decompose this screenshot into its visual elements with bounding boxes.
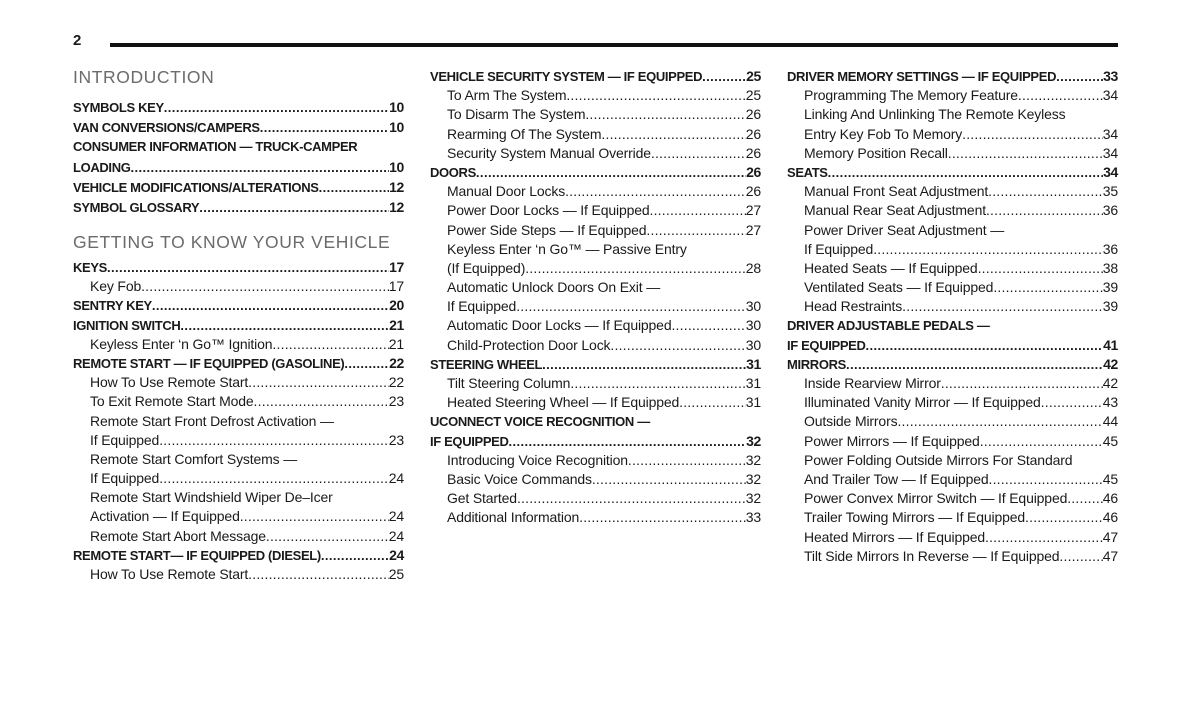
dot-leader [948,144,1103,163]
toc-subentry[interactable] [430,144,761,163]
entry-page-number: 10 [389,99,404,115]
toc-subentry[interactable] [787,451,1118,470]
dot-leader [1059,547,1102,566]
toc-subentry[interactable] [73,488,404,507]
dot-leader [1056,67,1103,86]
section-heading-introduction: INTRODUCTION [73,67,215,87]
dot-leader [570,374,745,393]
toc-subentry[interactable] [73,392,404,411]
toc-subentry[interactable] [787,144,1118,163]
dot-leader [1018,86,1103,105]
entry-page-number: 26 [745,125,761,142]
entry-page-number: 25 [745,87,761,104]
entry-page-number: 47 [1102,528,1118,545]
entry-title: To Arm The System [447,87,567,104]
entry-page-number: 30 [745,336,761,353]
entry-title: (If Equipped) [447,259,526,276]
entry-title: Power Folding Outside Mirrors For Standard [804,451,1073,468]
toc-subentry[interactable] [430,201,761,220]
entry-title: Get Started [447,490,517,507]
entry-title: IF EQUIPPED [430,433,509,449]
dot-leader [702,67,746,86]
toc-chapter-entry[interactable] [73,546,404,565]
dot-leader [141,277,389,296]
entry-page-number: 31 [745,394,761,411]
toc-subentry[interactable] [430,316,761,335]
dot-leader [980,432,1103,451]
dot-leader [180,316,389,335]
entry-title: Entry Key Fob To Memory [804,125,963,142]
entry-title: STEERING WHEEL [430,356,543,372]
entry-page-number: 32 [746,432,761,449]
dot-leader [509,432,747,451]
toc-subentry[interactable] [787,105,1118,124]
entry-title: Outside Mirrors [804,413,898,430]
header-rule [110,43,1118,47]
dot-leader [260,118,389,138]
dot-leader [159,431,389,450]
entry-title: IGNITION SWITCH [73,317,181,333]
toc-subentry[interactable] [430,240,761,259]
toc-column-1 [73,66,404,584]
entry-title: Power Side Steps — If Equipped [447,221,647,238]
dot-leader [579,508,746,527]
entry-title: How To Use Remote Start [90,374,249,391]
entry-page-number: 34 [1102,87,1118,104]
entry-title: Key Fob [90,278,142,295]
entry-title: Remote Start Front Defrost Activation — [90,412,334,429]
dot-leader [989,470,1103,489]
entry-title: SYMBOL GLOSSARY [73,200,200,215]
entry-page-number: 45 [1102,470,1118,487]
dot-leader [266,527,389,546]
entry-title: DOORS [430,164,476,180]
entry-page-number: 43 [1102,394,1118,411]
entry-page-number: 34 [1102,125,1118,142]
dot-leader [1067,489,1103,508]
dot-leader [897,412,1102,431]
entry-title: If Equipped [90,470,160,487]
entry-page-number: 25 [388,566,404,582]
entry-page-number: 36 [1102,240,1118,257]
toc-chapter-entry[interactable] [73,97,404,117]
dot-leader [650,201,746,220]
toc-chapter-entry[interactable] [73,316,404,335]
entry-page-number: 34 [1102,144,1118,161]
dot-leader [679,393,746,412]
entry-title: Keyless Enter ‘n Go™ Ignition [90,335,273,352]
toc-subentry[interactable] [430,86,761,105]
entry-title: KEYS [73,260,108,275]
entry-page-number: 32 [745,470,761,487]
entry-title: LOADING [73,160,131,175]
toc-chapter-entry[interactable] [73,137,404,157]
entry-title: IF EQUIPPED [787,337,866,353]
toc-chapter-entry[interactable] [73,157,404,177]
entry-title: VEHICLE MODIFICATIONS/ALTERATIONS [73,180,319,195]
dot-leader [542,355,746,374]
entry-title: Programming The Memory Feature [804,87,1018,104]
toc-subentry[interactable] [73,277,404,296]
toc-subentry[interactable] [787,182,1118,201]
toc-subentry[interactable] [430,125,761,144]
entry-title: SYMBOLS KEY [73,100,164,115]
dot-leader [610,336,745,355]
entry-page-number: 21 [389,316,404,333]
entry-title: Keyless Enter ‘n Go™ — Passive Entry [447,240,687,257]
toc-subentry[interactable] [430,336,761,355]
toc-chapter-entry[interactable] [73,258,404,277]
entry-title: DRIVER MEMORY SETTINGS — IF EQUIPPED [787,69,1057,84]
toc-subentry[interactable] [787,240,1118,259]
entry-page-number: 39 [1102,298,1118,315]
page-number: 2 [73,32,82,49]
entry-title: Manual Front Seat Adjustment [804,183,989,200]
entry-title: If Equipped [804,240,874,257]
entry-title: How To Use Remote Start [90,566,249,582]
entry-page-number: 21 [388,335,404,352]
entry-title: If Equipped [447,298,517,315]
entry-page-number: 17 [388,278,404,295]
toc-subentry[interactable] [430,374,761,393]
toc-chapter-entry[interactable] [73,177,404,197]
toc-subentry[interactable] [787,278,1118,297]
entry-title: Tilt Steering Column [447,375,571,391]
toc-subentry[interactable] [787,412,1118,431]
entry-page-number: 12 [389,199,404,215]
entry-page-number: 24 [388,527,404,544]
toc-list-getting-to-know [73,258,404,584]
entry-page-number: 10 [389,119,404,135]
toc-subentry[interactable] [73,431,404,450]
toc-chapter-entry[interactable] [430,355,761,374]
entry-title: Inside Rearview Mirror [804,375,941,391]
toc-subentry[interactable] [73,412,404,431]
dot-leader [993,278,1102,297]
toc-subentry[interactable] [787,86,1118,105]
toc-subentry[interactable] [430,451,761,470]
toc-subentry[interactable] [787,470,1118,489]
entry-page-number: 41 [1103,336,1118,353]
toc-subentry[interactable] [430,297,761,316]
dot-leader [962,125,1103,144]
entry-page-number: 25 [746,68,761,84]
dot-leader [988,182,1103,201]
entry-title: And Trailer Tow — If Equipped [804,470,989,487]
entry-page-number: 24 [388,470,404,487]
entry-title: Ventilated Seats — If Equipped [804,279,994,296]
entry-page-number: 35 [1102,183,1118,200]
entry-page-number: 23 [388,393,404,410]
entry-title: Automatic Unlock Doors On Exit — [447,279,661,296]
entry-title: Heated Seats — If Equipped [804,259,978,276]
entry-page-number: 31 [746,355,761,372]
entry-page-number: 22 [389,354,404,371]
toc-chapter-entry[interactable] [787,355,1118,374]
dot-leader [941,374,1103,393]
entry-title: Trailer Towing Mirrors — If Equipped [804,509,1026,526]
entry-page-number: 42 [1103,355,1118,372]
entry-title: Heated Mirrors — If Equipped [804,528,985,545]
entry-page-number: 27 [745,202,761,219]
entry-title: REMOTE START— IF EQUIPPED (DIESEL) [73,547,321,563]
entry-page-number: 28 [745,259,761,276]
toc-subentry[interactable] [787,508,1118,527]
entry-title: Introducing Voice Recognition [447,451,628,468]
entry-title: Illuminated Vanity Mirror — If Equipped [804,394,1041,411]
entry-title: Activation — If Equipped [90,508,240,525]
dot-leader [248,373,389,392]
entry-title: To Exit Remote Start Mode [90,393,254,410]
entry-title: Power Driver Seat Adjustment — [804,221,1005,238]
toc-subentry[interactable] [430,105,761,124]
entry-title: DRIVER ADJUSTABLE PEDALS — [787,318,990,334]
dot-leader [873,240,1103,259]
toc-column-2 [430,67,761,528]
entry-title: Remote Start Comfort Systems — [90,450,298,467]
toc-chapter-entry[interactable] [430,163,761,182]
dot-leader [199,198,389,218]
toc-subentry[interactable] [73,335,404,354]
toc-chapter-entry[interactable] [787,67,1118,86]
toc-subentry[interactable] [787,547,1118,566]
toc-chapter-entry[interactable] [787,316,1118,335]
toc-subentry[interactable] [787,125,1118,144]
entry-title: MIRRORS [787,356,846,372]
dot-leader [671,316,745,335]
toc-chapter-entry[interactable] [787,336,1118,355]
dot-leader [866,336,1104,355]
entry-title: Power Convex Mirror Switch — If Equipped [804,490,1068,507]
entry-title: If Equipped [90,431,160,448]
entry-title: UCONNECT VOICE RECOGNITION — [430,414,650,430]
toc-subentry[interactable] [430,221,761,240]
toc-subentry[interactable] [73,527,404,546]
dot-leader [846,355,1103,374]
toc-subentry[interactable] [73,450,404,469]
dot-leader [516,297,746,316]
entry-page-number: 10 [389,159,404,175]
toc-subentry[interactable] [787,489,1118,508]
dot-leader [159,469,389,488]
dot-leader [985,528,1103,547]
dot-leader [601,125,745,144]
dot-leader [585,105,745,124]
dot-leader [131,158,390,178]
entry-page-number: 27 [745,221,761,238]
entry-title: To Disarm The System [447,106,586,123]
dot-leader [152,296,389,315]
toc-list-column-3 [787,67,1118,566]
toc-chapter-entry[interactable] [430,432,761,451]
entry-page-number: 47 [1102,547,1118,564]
entry-page-number: 26 [745,106,761,123]
dot-leader [566,86,745,105]
toc-subentry[interactable] [787,528,1118,547]
toc-subentry[interactable] [73,507,404,526]
entry-title: Remote Start Abort Message [90,527,266,544]
toc-chapter-entry[interactable] [430,67,761,86]
dot-leader [321,546,389,565]
toc-subentry[interactable] [787,374,1118,393]
entry-page-number: 24 [389,546,404,563]
entry-page-number: 31 [745,375,761,391]
entry-title: Manual Door Locks [447,183,566,200]
entry-page-number: 36 [1102,202,1118,219]
section-heading-getting-to-know: GETTING TO KNOW YOUR VEHICLE [73,232,391,252]
toc-chapter-entry[interactable] [430,412,761,431]
entry-title: Automatic Door Locks — If Equipped [447,317,672,334]
entry-title: Rearming Of The System [447,125,602,142]
entry-title: Additional Information [447,509,580,526]
toc-subentry[interactable] [73,565,404,584]
entry-title: Heated Steering Wheel — If Equipped [447,394,680,411]
entry-title: SENTRY KEY [73,298,152,314]
toc-subentry[interactable] [787,393,1118,412]
dot-leader [107,258,389,277]
entry-page-number: 44 [1102,413,1118,430]
toc-subentry[interactable] [787,201,1118,220]
entry-page-number: 34 [1103,163,1118,180]
dot-leader [248,565,389,584]
toc-subentry[interactable] [430,470,761,489]
toc-subentry[interactable] [430,278,761,297]
toc-subentry[interactable] [787,432,1118,451]
entry-page-number: 46 [1102,490,1118,507]
toc-chapter-entry[interactable] [73,354,404,373]
entry-page-number: 33 [1103,68,1118,84]
toc-chapter-entry[interactable] [787,163,1118,182]
dot-leader [1041,393,1103,412]
entry-page-number: 30 [745,317,761,334]
toc-chapter-entry[interactable] [73,296,404,315]
entry-page-number: 23 [388,431,404,448]
toc-subentry[interactable] [430,489,761,508]
entry-title: Security System Manual Override [447,144,651,161]
entry-page-number: 32 [745,490,761,507]
toc-subentry[interactable] [430,259,761,278]
entry-title: VEHICLE SECURITY SYSTEM — IF EQUIPPED [430,69,703,84]
entry-page-number: 22 [388,374,404,391]
entry-page-number: 12 [389,179,404,195]
dot-leader [1025,508,1103,527]
entry-title: Power Mirrors — If Equipped [804,432,980,449]
entry-page-number: 46 [1102,509,1118,526]
entry-page-number: 20 [389,297,404,314]
toc-list-introduction [73,97,404,217]
entry-page-number: 32 [745,451,761,468]
dot-leader [240,507,389,526]
entry-page-number: 33 [745,509,761,526]
dot-leader [986,201,1103,220]
entry-page-number: 26 [746,163,761,180]
dot-leader [319,178,390,198]
dot-leader [628,451,746,470]
entry-title: Head Restraints [804,298,903,315]
dot-leader [476,163,746,182]
entry-title: Memory Position Recall [804,144,948,161]
entry-page-number: 30 [745,298,761,315]
entry-title: Tilt Side Mirrors In Reverse — If Equipped [804,547,1060,564]
toc-subentry[interactable] [430,182,761,201]
toc-subentry[interactable] [787,297,1118,316]
toc-subentry[interactable] [73,469,404,488]
dot-leader [565,182,746,201]
dot-leader [828,163,1103,182]
entry-title: Child-Protection Door Lock [447,336,611,353]
entry-page-number: 17 [389,259,404,275]
dot-leader [902,297,1103,316]
entry-page-number: 24 [388,508,404,525]
toc-chapter-entry[interactable] [73,117,404,137]
dot-leader [646,221,745,240]
toc-list-column-2 [430,67,761,528]
toc-chapter-entry[interactable] [73,197,404,217]
toc-subentry[interactable] [430,393,761,412]
dot-leader [254,392,389,411]
toc-subentry[interactable] [430,508,761,527]
toc-subentry[interactable] [787,221,1118,240]
toc-subentry[interactable] [787,259,1118,278]
entry-title: Linking And Unlinking The Remote Keyless [804,106,1066,123]
entry-title: Basic Voice Commands [447,470,592,487]
dot-leader [592,470,746,489]
toc-subentry[interactable] [73,373,404,392]
entry-page-number: 42 [1102,375,1118,391]
dot-leader [272,335,388,354]
dot-leader [344,354,389,373]
entry-page-number: 45 [1102,432,1118,449]
entry-page-number: 39 [1102,279,1118,296]
entry-page-number: 26 [745,144,761,161]
entry-page-number: 26 [745,183,761,200]
dot-leader [517,489,746,508]
dot-leader [525,259,746,278]
dot-leader [978,259,1103,278]
entry-page-number: 38 [1102,259,1118,276]
entry-title: REMOTE START — IF EQUIPPED (GASOLINE) [73,355,345,371]
entry-title: Remote Start Windshield Wiper De–Icer [90,489,333,506]
entry-title: Manual Rear Seat Adjustment [804,202,986,219]
entry-title: VAN CONVERSIONS/CAMPERS [73,120,260,135]
entry-title: Power Door Locks — If Equipped [447,202,650,219]
dot-leader [164,98,389,118]
entry-title: SEATS [787,164,828,180]
entry-title: CONSUMER INFORMATION — TRUCK-CAMPER [73,139,358,154]
toc-column-3 [787,67,1118,566]
dot-leader [651,144,746,163]
